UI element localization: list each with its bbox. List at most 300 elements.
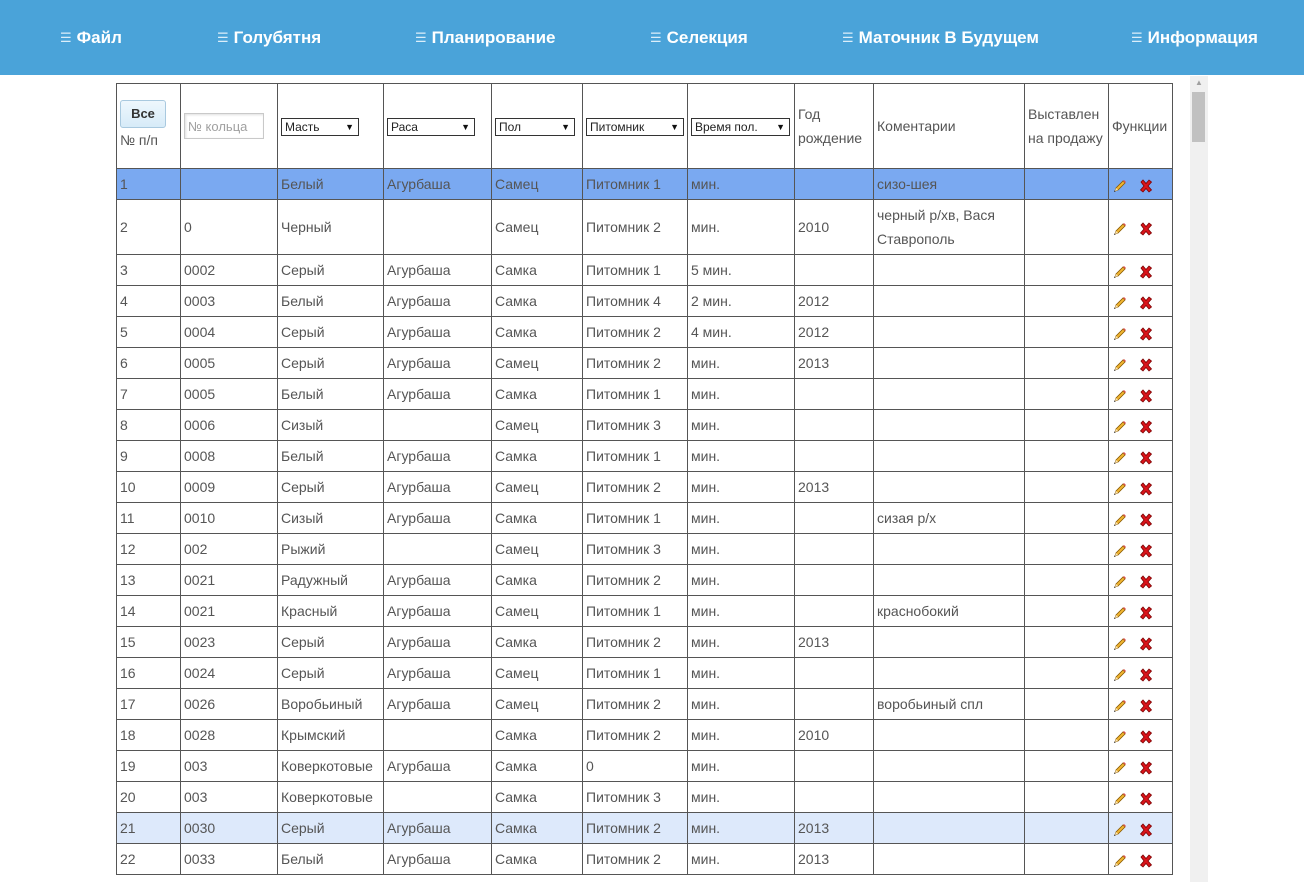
cell-for-sale [1025,441,1109,472]
table-row[interactable] [117,534,1173,565]
table-row[interactable] [117,596,1173,627]
cell-for-sale [1025,565,1109,596]
delete-cross-icon[interactable] [1138,697,1154,713]
cell-color: Серый [278,813,384,844]
edit-pencil-icon[interactable] [1112,728,1128,744]
table-row[interactable] [117,689,1173,720]
header-year: Год рождение [795,84,874,169]
cell-ring: 0021 [181,596,278,627]
cell-nursery: 0 [583,751,688,782]
cell-time: мин. [688,689,795,720]
cell-for-sale [1025,658,1109,689]
cell-time: мин. [688,565,795,596]
cell-for-sale [1025,472,1109,503]
cell-functions [1109,658,1173,689]
cell-num: 20 [117,782,181,813]
edit-pencil-icon[interactable] [1112,790,1128,806]
menu-lines-icon: ☰ [217,30,229,45]
table-row[interactable] [117,441,1173,472]
cell-for-sale [1025,503,1109,534]
cell-year [795,565,874,596]
cell-ring: 0004 [181,317,278,348]
cell-comment [874,844,1025,875]
cell-ring: 0003 [181,286,278,317]
cell-ring [181,169,278,200]
delete-cross-icon[interactable] [1138,604,1154,620]
delete-cross-icon[interactable] [1138,449,1154,465]
header-sex-cell [492,84,583,169]
cell-color: Сизый [278,503,384,534]
delete-cross-icon[interactable] [1138,852,1154,868]
delete-cross-icon[interactable] [1138,220,1154,236]
cell-color: Радужный [278,565,384,596]
cell-breed [384,782,492,813]
edit-pencil-icon[interactable] [1112,573,1128,589]
cell-for-sale [1025,689,1109,720]
cell-breed: Агурбаша [384,441,492,472]
cell-ring: 0023 [181,627,278,658]
nav-file-label: Файл [76,28,122,47]
table-row[interactable] [117,844,1173,875]
cell-nursery: Питомник 2 [583,720,688,751]
cell-for-sale [1025,200,1109,255]
cell-comment [874,627,1025,658]
edit-pencil-icon[interactable] [1112,418,1128,434]
cell-year: 2013 [795,813,874,844]
cell-comment [874,472,1025,503]
cell-color: Сизый [278,410,384,441]
nav-dovecote[interactable] [217,28,321,48]
cell-color: Серый [278,658,384,689]
delete-cross-icon[interactable] [1138,177,1154,193]
edit-pencil-icon[interactable] [1112,220,1128,236]
cell-for-sale [1025,317,1109,348]
cell-sex: Самец [492,200,583,255]
cell-time: мин. [688,441,795,472]
cell-ring: 0028 [181,720,278,751]
table-row[interactable] [117,317,1173,348]
cell-num: 2 [117,200,181,255]
delete-cross-icon[interactable] [1138,666,1154,682]
cell-sex: Самка [492,379,583,410]
header-functions: Функции [1109,84,1173,169]
edit-pencil-icon[interactable] [1112,356,1128,372]
cell-year [795,169,874,200]
table-header-row [117,84,1173,169]
cell-for-sale [1025,379,1109,410]
cell-year [795,658,874,689]
cell-color: Серый [278,472,384,503]
nav-file[interactable] [60,28,122,48]
cell-breed: Агурбаша [384,689,492,720]
cell-functions [1109,689,1173,720]
cell-sex: Самка [492,813,583,844]
sex-filter-select[interactable] [495,118,575,136]
cell-num: 10 [117,472,181,503]
cell-color: Черный [278,200,384,255]
sex-filter-value: Пол [499,120,522,135]
cell-color: Рыжий [278,534,384,565]
edit-pencil-icon[interactable] [1112,511,1128,527]
cell-year [795,751,874,782]
delete-cross-icon[interactable] [1138,573,1154,589]
delete-cross-icon[interactable] [1138,418,1154,434]
show-all-button[interactable]: Все [120,100,166,128]
cell-nursery: Питомник 1 [583,596,688,627]
cell-functions [1109,720,1173,751]
cell-num: 4 [117,286,181,317]
delete-cross-icon[interactable] [1138,728,1154,744]
cell-num: 22 [117,844,181,875]
cell-nursery: Питомник 1 [583,379,688,410]
edit-pencil-icon[interactable] [1112,852,1128,868]
cell-num: 7 [117,379,181,410]
vertical-scrollbar[interactable] [1190,76,1208,882]
table-row[interactable] [117,255,1173,286]
delete-cross-icon[interactable] [1138,759,1154,775]
cell-time: мин. [688,410,795,441]
cell-sex: Самка [492,441,583,472]
delete-cross-icon[interactable] [1138,821,1154,837]
nav-future-breeding[interactable] [842,28,1039,48]
scrollbar-thumb[interactable] [1192,92,1205,142]
cell-for-sale [1025,720,1109,751]
cell-functions [1109,472,1173,503]
cell-year [795,410,874,441]
menu-lines-icon: ☰ [650,30,662,45]
cell-sex: Самка [492,627,583,658]
table-row[interactable] [117,503,1173,534]
menu-lines-icon: ☰ [60,30,72,45]
ring-number-filter-input[interactable] [184,113,264,139]
cell-num: 14 [117,596,181,627]
cell-functions [1109,627,1173,658]
delete-cross-icon[interactable] [1138,356,1154,372]
cell-comment: воробьиный спл [874,689,1025,720]
cell-comment [874,782,1025,813]
cell-time: мин. [688,200,795,255]
cell-year: 2012 [795,286,874,317]
cell-comment [874,255,1025,286]
cell-year: 2013 [795,627,874,658]
cell-sex: Самка [492,720,583,751]
cell-num: 18 [117,720,181,751]
cell-time: мин. [688,720,795,751]
cell-comment [874,410,1025,441]
cell-sex: Самка [492,255,583,286]
dropdown-arrow-icon: ▼ [561,122,570,133]
cell-comment [874,379,1025,410]
cell-comment [874,565,1025,596]
cell-sex: Самец [492,472,583,503]
cell-time: мин. [688,379,795,410]
nav-information[interactable] [1131,28,1258,48]
cell-year [795,782,874,813]
nav-selection-label: Селекция [666,28,748,47]
dropdown-arrow-icon: ▼ [461,122,470,133]
cell-for-sale [1025,596,1109,627]
cell-for-sale [1025,782,1109,813]
cell-time: мин. [688,472,795,503]
cell-time: 4 мин. [688,317,795,348]
cell-comment: сизая р/х [874,503,1025,534]
cell-time: мин. [688,596,795,627]
cell-breed: Агурбаша [384,813,492,844]
table-row[interactable] [117,565,1173,596]
breed-filter-select[interactable] [387,118,475,136]
cell-ring: 0010 [181,503,278,534]
header-breed-cell [384,84,492,169]
cell-time: 5 мин. [688,255,795,286]
header-time-cell [688,84,795,169]
cell-year: 2013 [795,844,874,875]
cell-num: 1 [117,169,181,200]
cell-functions [1109,255,1173,286]
cell-breed: Агурбаша [384,348,492,379]
cell-sex: Самка [492,751,583,782]
cell-nursery: Питомник 1 [583,658,688,689]
cell-sex: Самец [492,348,583,379]
cell-sex: Самка [492,565,583,596]
color-filter-select[interactable] [281,118,359,136]
cell-sex: Самец [492,410,583,441]
cell-num: 11 [117,503,181,534]
cell-time: мин. [688,534,795,565]
cell-color: Серый [278,255,384,286]
cell-breed: Агурбаша [384,286,492,317]
cell-color: Красный [278,596,384,627]
cell-nursery: Питомник 1 [583,503,688,534]
dropdown-arrow-icon: ▼ [670,122,679,133]
cell-num: 19 [117,751,181,782]
cell-comment [874,286,1025,317]
cell-time: мин. [688,658,795,689]
cell-ring: 0026 [181,689,278,720]
cell-breed: Агурбаша [384,317,492,348]
cell-color: Крымский [278,720,384,751]
cell-time: мин. [688,813,795,844]
dropdown-arrow-icon: ▼ [776,122,785,133]
cell-for-sale [1025,255,1109,286]
table-row[interactable] [117,751,1173,782]
cell-breed [384,200,492,255]
cell-functions [1109,169,1173,200]
delete-cross-icon[interactable] [1138,480,1154,496]
edit-pencil-icon[interactable] [1112,635,1128,651]
cell-nursery: Питомник 1 [583,255,688,286]
cell-ring: 0002 [181,255,278,286]
cell-nursery: Питомник 2 [583,472,688,503]
cell-year [795,534,874,565]
cell-time: мин. [688,751,795,782]
table-row[interactable] [117,286,1173,317]
cell-ring: 0008 [181,441,278,472]
cell-nursery: Питомник 2 [583,200,688,255]
cell-time: мин. [688,169,795,200]
cell-num: 17 [117,689,181,720]
edit-pencil-icon[interactable] [1112,821,1128,837]
cell-num: 16 [117,658,181,689]
edit-pencil-icon[interactable] [1112,697,1128,713]
cell-year: 2013 [795,472,874,503]
cell-year [795,255,874,286]
cell-breed: Агурбаша [384,596,492,627]
cell-breed [384,720,492,751]
cell-time: мин. [688,348,795,379]
cell-comment: сизо-шея [874,169,1025,200]
cell-sex: Самка [492,782,583,813]
top-navigation-bar [0,0,1304,75]
edit-pencil-icon[interactable] [1112,294,1128,310]
cell-breed: Агурбаша [384,844,492,875]
cell-nursery: Питомник 2 [583,627,688,658]
cell-color: Коверкотовые [278,751,384,782]
nav-selection[interactable] [650,28,748,48]
edit-pencil-icon[interactable] [1112,759,1128,775]
cell-functions [1109,348,1173,379]
cell-comment [874,658,1025,689]
edit-pencil-icon[interactable] [1112,325,1128,341]
delete-cross-icon[interactable] [1138,387,1154,403]
cell-functions [1109,317,1173,348]
cell-ring: 0033 [181,844,278,875]
cell-sex: Самка [492,503,583,534]
cell-nursery: Питомник 2 [583,844,688,875]
edit-pencil-icon[interactable] [1112,666,1128,682]
delete-cross-icon[interactable] [1138,325,1154,341]
table-row[interactable] [117,200,1173,255]
edit-pencil-icon[interactable] [1112,604,1128,620]
cell-functions [1109,751,1173,782]
dropdown-arrow-icon: ▼ [345,122,354,133]
table-row[interactable] [117,720,1173,751]
cell-for-sale [1025,844,1109,875]
nav-information-label: Информация [1147,28,1258,47]
nursery-filter-select[interactable] [586,118,684,136]
cell-ring: 0 [181,200,278,255]
cell-num: 5 [117,317,181,348]
delete-cross-icon[interactable] [1138,294,1154,310]
cell-breed [384,534,492,565]
cell-year [795,596,874,627]
delete-cross-icon[interactable] [1138,635,1154,651]
nav-future-breeding-label: Маточник В Будущем [858,28,1039,47]
table-row[interactable] [117,348,1173,379]
cell-ring: 0005 [181,379,278,410]
nav-planning-label: Планирование [431,28,556,47]
cell-comment [874,751,1025,782]
cell-for-sale [1025,348,1109,379]
cell-nursery: Питомник 1 [583,441,688,472]
menu-lines-icon: ☰ [842,30,854,45]
table-row[interactable] [117,410,1173,441]
menu-lines-icon: ☰ [415,30,427,45]
cell-for-sale [1025,169,1109,200]
cell-color: Белый [278,379,384,410]
edit-pencil-icon[interactable] [1112,387,1128,403]
cell-breed: Агурбаша [384,751,492,782]
nav-planning[interactable] [415,28,555,48]
edit-pencil-icon[interactable] [1112,480,1128,496]
edit-pencil-icon[interactable] [1112,449,1128,465]
table-row[interactable] [117,627,1173,658]
cell-nursery: Питомник 3 [583,782,688,813]
table-row[interactable] [117,379,1173,410]
cell-time: мин. [688,782,795,813]
delete-cross-icon[interactable] [1138,511,1154,527]
table-row[interactable] [117,782,1173,813]
header-color-cell [278,84,384,169]
cell-num: 9 [117,441,181,472]
delete-cross-icon[interactable] [1138,263,1154,279]
cell-sex: Самка [492,317,583,348]
cell-num: 13 [117,565,181,596]
color-filter-value: Масть [285,120,320,135]
nursery-filter-value: Питомник [590,120,645,135]
cell-color: Серый [278,348,384,379]
header-num-label: № п/п [120,132,158,148]
cell-breed: Агурбаша [384,472,492,503]
cell-functions [1109,286,1173,317]
cell-comment [874,813,1025,844]
cell-comment [874,348,1025,379]
cell-color: Белый [278,844,384,875]
table-row[interactable] [117,813,1173,844]
cell-breed: Агурбаша [384,627,492,658]
cell-functions [1109,813,1173,844]
cell-for-sale [1025,627,1109,658]
cell-breed: Агурбаша [384,379,492,410]
edit-pencil-icon[interactable] [1112,263,1128,279]
header-for-sale: Выставлен на продажу [1025,84,1109,169]
cell-year [795,379,874,410]
cell-nursery: Питомник 4 [583,286,688,317]
cell-functions [1109,379,1173,410]
menu-lines-icon: ☰ [1131,30,1143,45]
time-filter-select[interactable] [691,118,790,136]
cell-num: 3 [117,255,181,286]
cell-comment: черный р/хв, Вася Ставрополь [874,200,1025,255]
cell-ring: 003 [181,782,278,813]
table-row[interactable] [117,169,1173,200]
cell-functions [1109,782,1173,813]
header-ring-cell [181,84,278,169]
cell-year [795,503,874,534]
breed-filter-value: Раса [391,120,418,135]
cell-sex: Самец [492,689,583,720]
cell-num: 21 [117,813,181,844]
pigeon-table [116,83,1173,875]
cell-nursery: Питомник 2 [583,565,688,596]
cell-sex: Самец [492,596,583,627]
delete-cross-icon[interactable] [1138,542,1154,558]
table-row[interactable] [117,472,1173,503]
delete-cross-icon[interactable] [1138,790,1154,806]
cell-color: Коверкотовые [278,782,384,813]
edit-pencil-icon[interactable] [1112,177,1128,193]
scroll-up-arrow-icon[interactable]: ▲ [1195,78,1203,87]
cell-year: 2010 [795,200,874,255]
edit-pencil-icon[interactable] [1112,542,1128,558]
cell-nursery: Питомник 2 [583,348,688,379]
cell-time: 2 мин. [688,286,795,317]
cell-nursery: Питомник 3 [583,534,688,565]
table-row[interactable] [117,658,1173,689]
cell-color: Белый [278,441,384,472]
cell-color: Белый [278,169,384,200]
header-nursery-cell [583,84,688,169]
cell-functions [1109,410,1173,441]
